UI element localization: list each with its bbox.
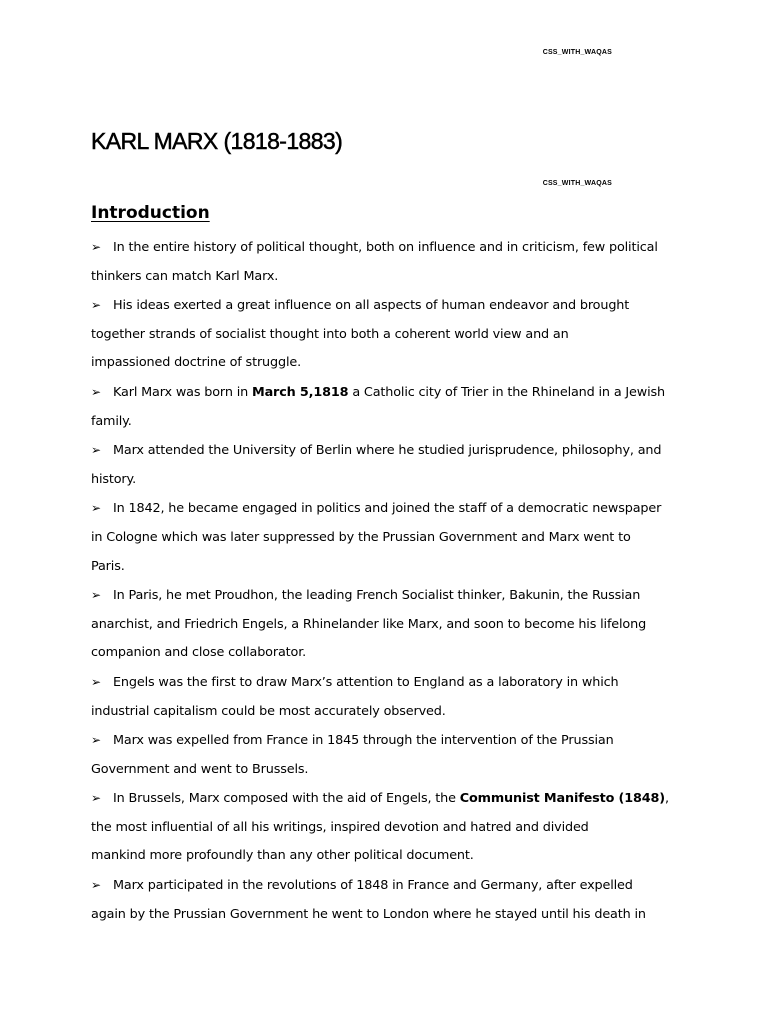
bold-highlight: March 5,1818 [251,384,349,400]
bullet-item [91,668,657,726]
bullet-item [91,378,665,436]
bullet-item [91,581,657,668]
bullet-text: Marx participated in the revolutions of 1848 in France and Germany, after expelled [113,878,633,894]
arrow-bullet-icon: ➢ [91,384,101,399]
bullet-text-line [91,321,657,350]
bullet-text: Marx attended the University of Berlin where he studied jurisprudence, philosophy, and [113,443,662,459]
bullet-item [91,784,669,871]
arrow-bullet-icon: ➢ [91,443,101,458]
bullet-item [91,494,662,581]
bullet-text-line [91,784,669,814]
page-title: KARL MARX (1818-1883) [91,128,343,154]
bullet-text-line [91,524,657,553]
arrow-bullet-icon: ➢ [91,674,101,689]
bullet-text-line [91,349,657,378]
bullet-text-line [91,408,657,437]
bullet-text: a Catholic city of Trier in the Rhineland in a Jewish [348,384,665,400]
arrow-bullet-icon: ➢ [91,878,101,893]
bullet-text: In Paris, he met Proudhon, the leading French Socialist thinker, Bakunin, the Russian [113,588,641,604]
bullet-text-line [91,291,657,321]
bullet-item [91,726,657,784]
bullet-text: industrial capitalism could be most accurately observed. [91,703,446,719]
bullet-text: thinkers can match Karl Marx. [91,268,279,284]
section-heading-introduction: Introduction [91,203,210,223]
bullet-list [91,233,669,929]
header-watermark: CSS_WITH_WAQAS [542,49,612,56]
bullet-text-line [91,466,657,495]
bullet-text: Government and went to Brussels. [91,761,309,777]
bullet-text: In Brussels, Marx composed with the aid of Engels, the [113,791,460,807]
bullet-text: again by the Prussian Government he went to London where he stayed until his death in [91,906,646,922]
bullet-text: family. [91,413,132,429]
bullet-text-line [91,263,657,292]
bullet-text-line [91,611,657,640]
bullet-item [91,436,662,494]
bullet-text-line [91,871,657,901]
introduction-content [91,233,669,929]
arrow-bullet-icon: ➢ [91,588,101,603]
bullet-text: Marx was expelled from France in 1845 through the intervention of the Prussian [113,733,614,749]
bullet-text: In 1842, he became engaged in politics and joined the staff of a democratic newspaper [113,501,662,517]
bullet-text: , [664,791,669,807]
bold-highlight: Communist Manifesto (1848) [459,791,665,807]
arrow-bullet-icon: ➢ [91,501,101,516]
bullet-text: companion and close collaborator. [91,645,307,661]
bullet-text-line [91,581,657,611]
bullet-text: Engels was the first to draw Marx’s attention to England as a laboratory in which [113,674,619,690]
bullet-text-line [91,494,662,524]
bullet-text: His ideas exerted a great influence on all aspects of human endeavor and brought [113,298,630,314]
arrow-bullet-icon: ➢ [91,298,101,313]
arrow-bullet-icon: ➢ [91,240,101,254]
bullet-text-line [91,233,657,263]
inline-watermark: CSS_WITH_WAQAS [542,180,612,187]
bullet-text: mankind more profoundly than any other political document. [91,848,474,864]
bullet-text: impassioned doctrine of struggle. [91,355,302,371]
bullet-item [91,871,657,929]
arrow-bullet-icon: ➢ [91,791,101,806]
bullet-text-line [91,756,657,785]
bullet-text-line [91,436,662,466]
bullet-text-line [91,639,657,668]
bullet-text: Karl Marx was born in [113,384,252,400]
bullet-text-line [91,698,657,727]
bullet-item [91,291,657,378]
arrow-bullet-icon: ➢ [91,733,101,748]
bullet-text: In the entire history of political thought, both on influence and in criticism, few political [113,240,658,255]
bullet-text: history. [91,471,137,487]
bullet-text-line [91,842,657,871]
bullet-text: Paris. [91,558,125,574]
bullet-item [91,233,657,291]
bullet-text-line [91,668,657,698]
bullet-text-line [91,814,657,843]
bullet-text-line [91,726,657,756]
bullet-text: anarchist, and Friedrich Engels, a Rhinelander like Marx, and soon to become his lifelong [91,616,647,632]
bullet-text-line [91,553,657,582]
bullet-text: in Cologne which was later suppressed by the Prussian Government and Marx went to [91,529,631,545]
bullet-text-line [91,378,665,408]
bullet-text: together strands of socialist thought into both a coherent world view and an [91,326,569,342]
bullet-text: the most influential of all his writings, inspired devotion and hatred and divided [91,819,589,835]
bullet-text-line [91,901,657,930]
